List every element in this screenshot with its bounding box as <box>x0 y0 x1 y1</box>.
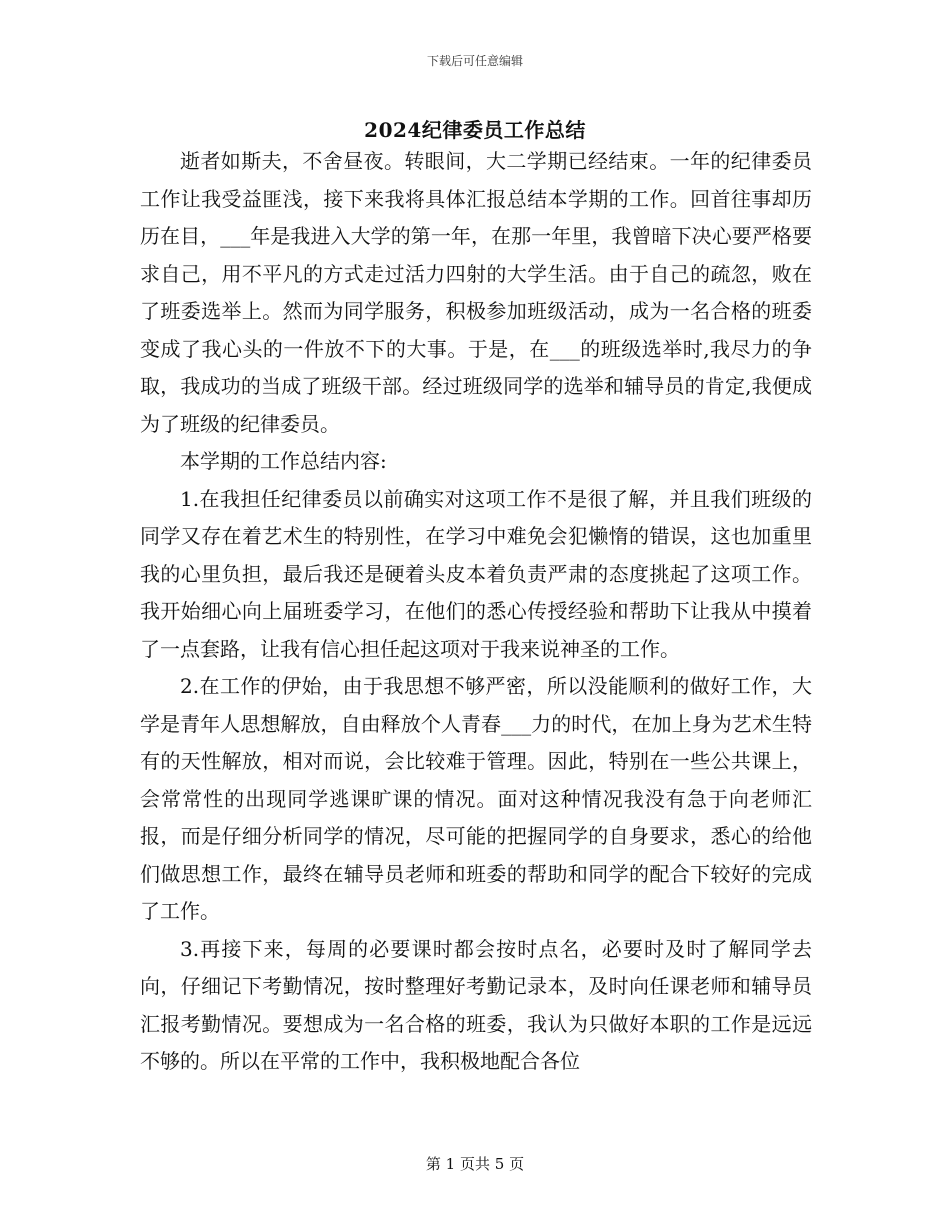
document-title: 2024纪律委员工作总结 <box>364 118 586 142</box>
paragraph-summary-heading: 本学期的工作总结内容: <box>180 449 387 473</box>
header-note: 下载后可任意编辑 <box>426 54 523 68</box>
paragraph-intro: 逝者如斯夫，不舍昼夜。转眼间，大二学期已经结束。一年的纪律委员工作让我受益匪浅，接下来我将具体汇报总结本学期的工作。回首往事却历历在目，___年是我进入大学的第一年，在那一年里，我曾暗下决心要严格要求自己，用不平凡的方式走过活力四射的大学生活。由于自己的疏忽，败在了班委选举上。然而为同学服务，积极参加班级活动，成为一名合格的班委变成了我心头的一件放不下的大事。于是，在___的班级选举时,我尽力的争取，我成功的当成了班级干部。经过班级同学的选举和辅导员的肯定,我便成为了班级的纪律委员。 <box>140 149 812 436</box>
document-body <box>140 143 812 1081</box>
paragraph-item-3: 3.再接下来，每周的必要课时都会按时点名，必要时及时了解同学去向，仔细记下考勤情况，按时整理好考勤记录本，及时向任课老师和辅导员汇报考勤情况。要想成为一名合格的班委，我认为只做好本职的工作是远远不够的。所以在平常的工作中，我积极地配合各位 <box>140 936 812 1073</box>
paragraph-item-2: 2.在工作的伊始，由于我思想不够严密，所以没能顺利的做好工作，大学是青年人思想解放，自由释放个人青春___力的时代，在加上身为艺术生特有的天性解放，相对而说，会比较难于管理。因此，特别在一些公共课上，会常常性的出现同学逃课旷课的情况。面对这种情况我没有急于向老师汇报，而是仔细分析同学的情况，尽可能的把握同学的自身要求，悉心的给他们做思想工作，最终在辅导员老师和班委的帮助和同学的配合下较好的完成了工作。 <box>140 674 812 923</box>
page-footer: 第 1 页共 5 页 <box>425 1155 525 1173</box>
paragraph-item-1: 1.在我担任纪律委员以前确实对这项工作不是很了解，并且我们班级的同学又存在着艺术生的特别性，在学习中难免会犯懒惰的错误，这也加重里我的心里负担，最后我还是硬着头皮本着负责严肃的态度挑起了这项工作。我开始细心向上届班委学习，在他们的悉心传授经验和帮助下让我从中摸着了一点套路，让我有信心担任起这项对于我来说神圣的工作。 <box>140 486 812 661</box>
